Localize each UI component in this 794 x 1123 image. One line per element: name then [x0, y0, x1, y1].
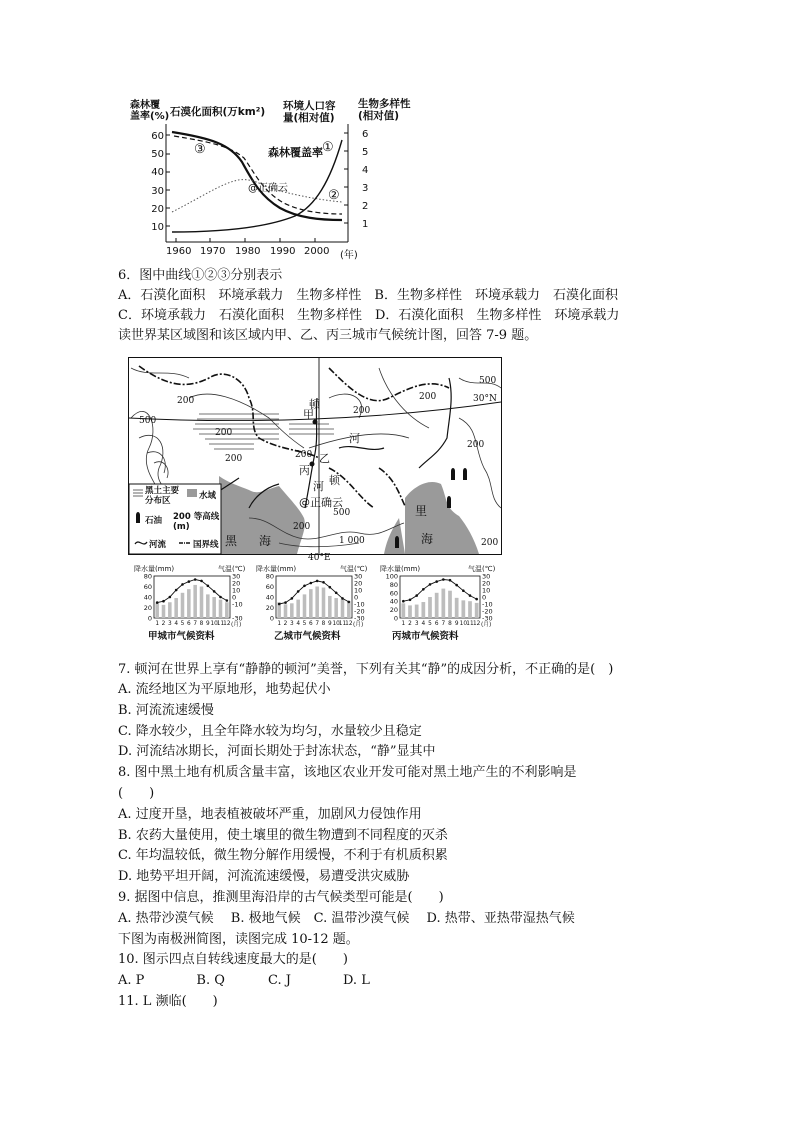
month-label: 7 — [315, 621, 320, 627]
temp-tick-label: -30 — [232, 614, 243, 623]
precip-bar — [315, 587, 319, 619]
precip-bar — [284, 604, 288, 618]
x-tick-1980: 1980 — [235, 246, 261, 257]
temp-tick-label: -20 — [482, 607, 493, 616]
x-tick-2000: 2000 — [304, 246, 330, 257]
legend-water: 水域 — [199, 491, 217, 501]
month-unit-label: (月) — [481, 622, 492, 628]
temp-point — [329, 586, 332, 589]
precip-bar — [181, 593, 185, 618]
q7-option-c: C. 降水较少，且全年降水较为均匀，水量较少且稳定 — [118, 724, 422, 739]
sea-label-hai-black: 海 — [259, 534, 272, 548]
temp-point — [348, 601, 351, 604]
precip-bar — [290, 603, 294, 618]
precip-bar — [341, 599, 345, 618]
month-label: 9 — [454, 621, 459, 627]
month-label: 5 — [428, 621, 432, 627]
contour-label: 200 — [215, 428, 233, 438]
month-label: 7 — [193, 621, 198, 627]
precip-axis-label: 降水量(mm) — [134, 565, 175, 573]
month-label: 2 — [283, 621, 288, 627]
contour-label: 500 — [139, 416, 157, 426]
temp-tick-label: -30 — [482, 614, 493, 623]
q9-stem: 9. 据图中信息，推测里海沿岸的古气候类型可能是( ) — [118, 890, 444, 905]
intro-7-9: 读世界某区域图和该区域内甲、乙、丙三城市气候统计图，回答 7-9 题。 — [118, 328, 538, 343]
temp-point — [442, 578, 445, 581]
month-label: 12 — [223, 621, 231, 627]
temp-point — [316, 580, 319, 583]
precip-tick-label: 20 — [265, 604, 274, 612]
curve-label-3: ③ — [194, 142, 206, 157]
q10-stem: 10. 图示四点自转线速度最大的是( ) — [118, 952, 348, 967]
legend-contour: 200 等高线 (m) — [173, 512, 220, 532]
plot-frame — [154, 576, 230, 618]
temp-tick-label: -20 — [354, 607, 365, 616]
temp-point — [335, 592, 338, 595]
temp-point — [422, 588, 425, 591]
legend-oil: 石油 — [145, 516, 163, 526]
temp-point — [435, 580, 438, 583]
temp-point — [188, 580, 191, 583]
latitude-label: 30°N — [473, 394, 497, 404]
q10-options: A. P B. Q C. J D. L — [118, 973, 370, 988]
precip-bar — [435, 593, 439, 618]
month-label: 4 — [296, 621, 301, 627]
precip-bar — [174, 598, 178, 618]
month-label: 3 — [414, 621, 419, 627]
temp-point — [310, 582, 313, 585]
precip-bar — [448, 591, 452, 618]
precip-bar — [296, 600, 300, 618]
q8-option-a: A. 过度开垦，地表植被破坏严重，加剧风力侵蚀作用 — [118, 807, 422, 822]
precip-bar — [193, 585, 197, 618]
precip-axis-label: 降水量(mm) — [380, 565, 421, 573]
month-label: 8 — [199, 621, 204, 627]
precip-bar — [206, 594, 210, 618]
precip-bar — [401, 603, 405, 618]
precip-tick-label: 80 — [389, 580, 398, 589]
climate-title-yi: 乙城市气候资料 — [274, 631, 341, 642]
precip-bar — [408, 605, 412, 618]
q11-stem: 11. L 濒临( ) — [118, 994, 218, 1009]
forest-desertification-chart — [130, 92, 430, 262]
precip-bar — [347, 601, 351, 618]
temp-point — [207, 585, 210, 588]
temp-tick-label: 0 — [354, 593, 359, 602]
month-label: 1 — [401, 621, 406, 627]
precip-bar — [461, 600, 465, 618]
river-label-he: 河 — [349, 432, 360, 445]
precip-bar — [441, 589, 445, 618]
x-tick-1960: 1960 — [166, 246, 192, 257]
precip-tick-label: 40 — [265, 593, 274, 602]
x-tick-1990: 1990 — [270, 246, 296, 257]
series-label-forest: 森林覆盖率 — [268, 146, 323, 159]
month-label: 11 — [466, 621, 474, 627]
month-label: 7 — [441, 621, 446, 627]
temp-tick-label: 10 — [482, 586, 491, 595]
temp-point — [475, 598, 478, 601]
sea-label-li: 里 — [415, 504, 428, 518]
temp-point — [169, 596, 172, 599]
temp-point — [156, 601, 159, 604]
city-label-bing: 丙 — [299, 464, 310, 477]
precip-tick-label: 20 — [389, 606, 398, 615]
month-label: 6 — [308, 621, 313, 627]
contour-label: 200 — [481, 538, 499, 548]
x-unit: (年) — [340, 250, 358, 261]
sea-label-hei: 黑 — [225, 534, 238, 548]
precip-tick-label: 0 — [393, 614, 398, 623]
right-tick-labels: 6 5 4 3 2 1 — [362, 129, 369, 230]
temp-line — [157, 580, 227, 603]
q8-option-c: C. 年均温较低，微生物分解作用缓慢，不利于有机质积累 — [118, 848, 448, 863]
month-unit-label: (月) — [353, 622, 364, 628]
precip-tick-label: 60 — [265, 583, 274, 591]
contour-label: 200 — [467, 440, 485, 450]
q7-stem: 7. 顿河在世界上享有“静静的顿河”美誉，下列有关其“静”的成因分析，不正确的是( ) — [118, 662, 614, 677]
legend-river: 河流 — [149, 540, 167, 550]
temp-point — [402, 600, 405, 603]
month-label: 5 — [302, 621, 307, 627]
precip-bar — [168, 602, 172, 618]
contour-label: 1 000 — [339, 536, 365, 546]
precip-axis-label: 降水量(mm) — [256, 565, 297, 573]
month-label: 2 — [161, 621, 166, 627]
temp-tick-label: 0 — [232, 593, 237, 602]
temp-point — [341, 597, 344, 600]
river-label-dun: 顿 — [309, 398, 320, 411]
temp-tick-label: 10 — [232, 586, 241, 595]
q8-stem: 8. 图中黑土地有机质含量丰富，该地区农业开发可能对黑土地产生的不利影响是 — [118, 765, 577, 780]
temp-axis-label: 气温(℃) — [218, 565, 246, 573]
precip-tick-label: 60 — [389, 589, 398, 598]
q9-options: A. 热带沙漠气候 B. 极地气候 C. 温带沙漠气候 D. 热带、亚热带湿热气候 — [118, 911, 575, 926]
month-label: 12 — [345, 621, 353, 627]
precip-bar — [334, 598, 338, 618]
temp-point — [303, 585, 306, 588]
watermark: @正确云 — [248, 183, 288, 194]
temp-point — [278, 603, 281, 606]
precip-tick-label: 20 — [143, 604, 152, 612]
intro-10-12: 下图为南极洲简图，读图完成 10-12 题。 — [118, 932, 359, 947]
curve-label-1: ① — [322, 140, 334, 155]
contour-label: 200 — [353, 406, 371, 416]
precip-bar — [303, 594, 307, 618]
temp-point — [219, 596, 222, 599]
month-label: 12 — [472, 621, 481, 627]
precip-tick-label: 80 — [265, 572, 274, 581]
left-tick-labels: 60 50 40 30 20 10 — [151, 131, 164, 234]
month-label: 6 — [434, 621, 439, 627]
q7-option-b: B. 河流流速缓慢 — [118, 703, 214, 718]
sea-label-hai-caspian: 海 — [421, 532, 434, 546]
precip-bar — [162, 605, 166, 618]
precip-tick-label: 80 — [143, 572, 152, 581]
precip-bar — [468, 601, 472, 618]
temp-axis-label: 气温(℃) — [468, 565, 496, 573]
river-label-he2: 河 — [313, 480, 324, 493]
temp-tick-label: 20 — [354, 579, 363, 588]
temp-tick-label: 30 — [354, 572, 363, 581]
precip-tick-label: 60 — [143, 583, 152, 591]
precip-bar — [212, 597, 216, 618]
right-axis-title: 生物多样性 (相对值) — [358, 98, 411, 122]
month-label: 1 — [155, 621, 160, 627]
temp-point — [175, 589, 178, 592]
temp-point — [409, 599, 412, 602]
legend-border: 国界线 — [193, 540, 219, 550]
temp-point — [429, 583, 432, 586]
temp-axis-label: 气温(℃) — [340, 565, 368, 573]
contour-label: 500 — [333, 508, 351, 518]
q6-stem: 6．图中曲线①②③分别表示 — [118, 268, 283, 283]
left-axis-title: 森林覆 盖率(%) — [130, 100, 170, 122]
precip-tick-label: 0 — [147, 614, 152, 623]
temp-point — [469, 594, 472, 597]
temp-point — [462, 589, 465, 592]
precip-bar — [322, 588, 326, 618]
contour-label: 200 — [177, 396, 195, 406]
temp-point — [200, 580, 203, 583]
contour-label: 200 — [225, 454, 243, 464]
temp-tick-label: 20 — [232, 579, 241, 588]
x-tick-1970: 1970 — [200, 246, 226, 257]
month-label: 10 — [332, 621, 340, 627]
precip-tick-label: 40 — [143, 593, 152, 602]
map-watermark: @正确云 — [299, 496, 343, 509]
month-label: 4 — [174, 621, 179, 627]
temp-point — [194, 578, 197, 581]
temp-line — [403, 580, 476, 602]
precip-bar — [200, 587, 204, 619]
q7-option-d: D. 河流结冰期长，河面长期处于封冻状态，“静”显其中 — [118, 744, 436, 759]
precip-bar — [475, 603, 479, 618]
precip-bar — [421, 602, 425, 618]
month-label: 9 — [205, 621, 210, 627]
month-label: 11 — [338, 621, 347, 627]
month-label: 9 — [327, 621, 332, 627]
precip-bar — [225, 602, 229, 618]
precip-bar — [428, 597, 432, 618]
month-label: 5 — [180, 621, 185, 627]
temp-tick-label: -30 — [354, 614, 365, 623]
month-unit-label: (月) — [231, 622, 242, 628]
mid-axis-title: 石漠化面积(万km²) — [170, 106, 266, 118]
month-label: 1 — [277, 621, 282, 627]
climate-title-jia: 甲城市气候资料 — [148, 631, 215, 642]
precip-bar — [219, 600, 223, 618]
temp-tick-label: -10 — [354, 600, 365, 609]
city-label-jia: 甲 — [303, 408, 314, 421]
temp-point — [449, 579, 452, 582]
precip-tick-label: 40 — [389, 597, 398, 606]
temp-point — [162, 600, 165, 603]
temp-point — [226, 599, 229, 602]
month-label: 8 — [448, 621, 452, 627]
q8-option-b: B. 农药大量使用，使土壤里的微生物遭到不同程度的灭杀 — [118, 828, 448, 843]
precip-tick-label: 100 — [385, 572, 398, 581]
precip-bar — [328, 596, 332, 618]
contour-label: 200 — [295, 450, 313, 460]
temp-point — [322, 581, 325, 584]
month-label: 2 — [408, 621, 412, 627]
precip-bar — [187, 589, 191, 618]
month-label: 8 — [321, 621, 326, 627]
month-label: 4 — [421, 621, 426, 627]
month-label: 3 — [167, 621, 172, 627]
temp-point — [415, 594, 418, 597]
contour-label: 200 — [419, 392, 437, 402]
temp-tick-label: 20 — [482, 579, 491, 588]
temp-line — [279, 581, 349, 604]
temp-point — [291, 597, 294, 600]
temp-point — [455, 584, 458, 587]
temp-tick-label: -10 — [232, 600, 243, 609]
temp-point — [284, 601, 287, 604]
temp-point — [213, 590, 216, 593]
plot-frame — [400, 576, 480, 618]
q8-option-d: D. 地势平坦开阔，河流流速缓慢，易遭受洪灾威胁 — [118, 869, 410, 884]
temp-tick-label: 30 — [482, 572, 491, 581]
contour-label: 200 — [293, 522, 311, 532]
precip-bar — [309, 589, 313, 618]
legend-black-soil: 黑土主要 分布区 — [145, 486, 180, 506]
temp-point — [181, 583, 184, 586]
region-map — [128, 357, 502, 555]
month-label: 10 — [459, 621, 468, 627]
contour-label: 500 — [479, 376, 497, 386]
river-label-dun2: 顿 — [329, 474, 340, 487]
month-label: 11 — [216, 621, 225, 627]
month-label: 6 — [186, 621, 191, 627]
q7-option-a: A. 流经地区为平原地形，地势起伏小 — [118, 682, 331, 697]
month-label: 10 — [210, 621, 218, 627]
precip-tick-label: 0 — [269, 614, 274, 623]
precip-bar — [155, 603, 159, 618]
temp-tick-label: 30 — [232, 572, 241, 581]
precip-bar — [415, 605, 419, 618]
city-label-yi: 乙 — [319, 452, 330, 465]
q6-options-cd: C．环境承载力 石漠化面积 生物多样性 D．石漠化面积 生物多样性 环境承载力 — [118, 308, 620, 323]
temp-tick-label: 0 — [482, 593, 487, 602]
precip-bar — [455, 598, 459, 618]
q6-options-ab: A．石漠化面积 环境承载力 生物多样性 B．生物多样性 环境承载力 石漠化面积 — [118, 288, 618, 303]
env-axis-title: 环境人口容 量(相对值) — [283, 100, 336, 124]
curve-label-2: ② — [328, 188, 340, 203]
longitude-label: 40°E — [308, 553, 331, 563]
temp-point — [297, 590, 300, 593]
month-label: 3 — [289, 621, 294, 627]
temp-tick-label: -10 — [482, 600, 493, 609]
q8-paren: ( ) — [118, 786, 155, 801]
temp-tick-label: 10 — [354, 586, 363, 595]
climate-title-bing: 丙城市气候资料 — [392, 631, 459, 642]
